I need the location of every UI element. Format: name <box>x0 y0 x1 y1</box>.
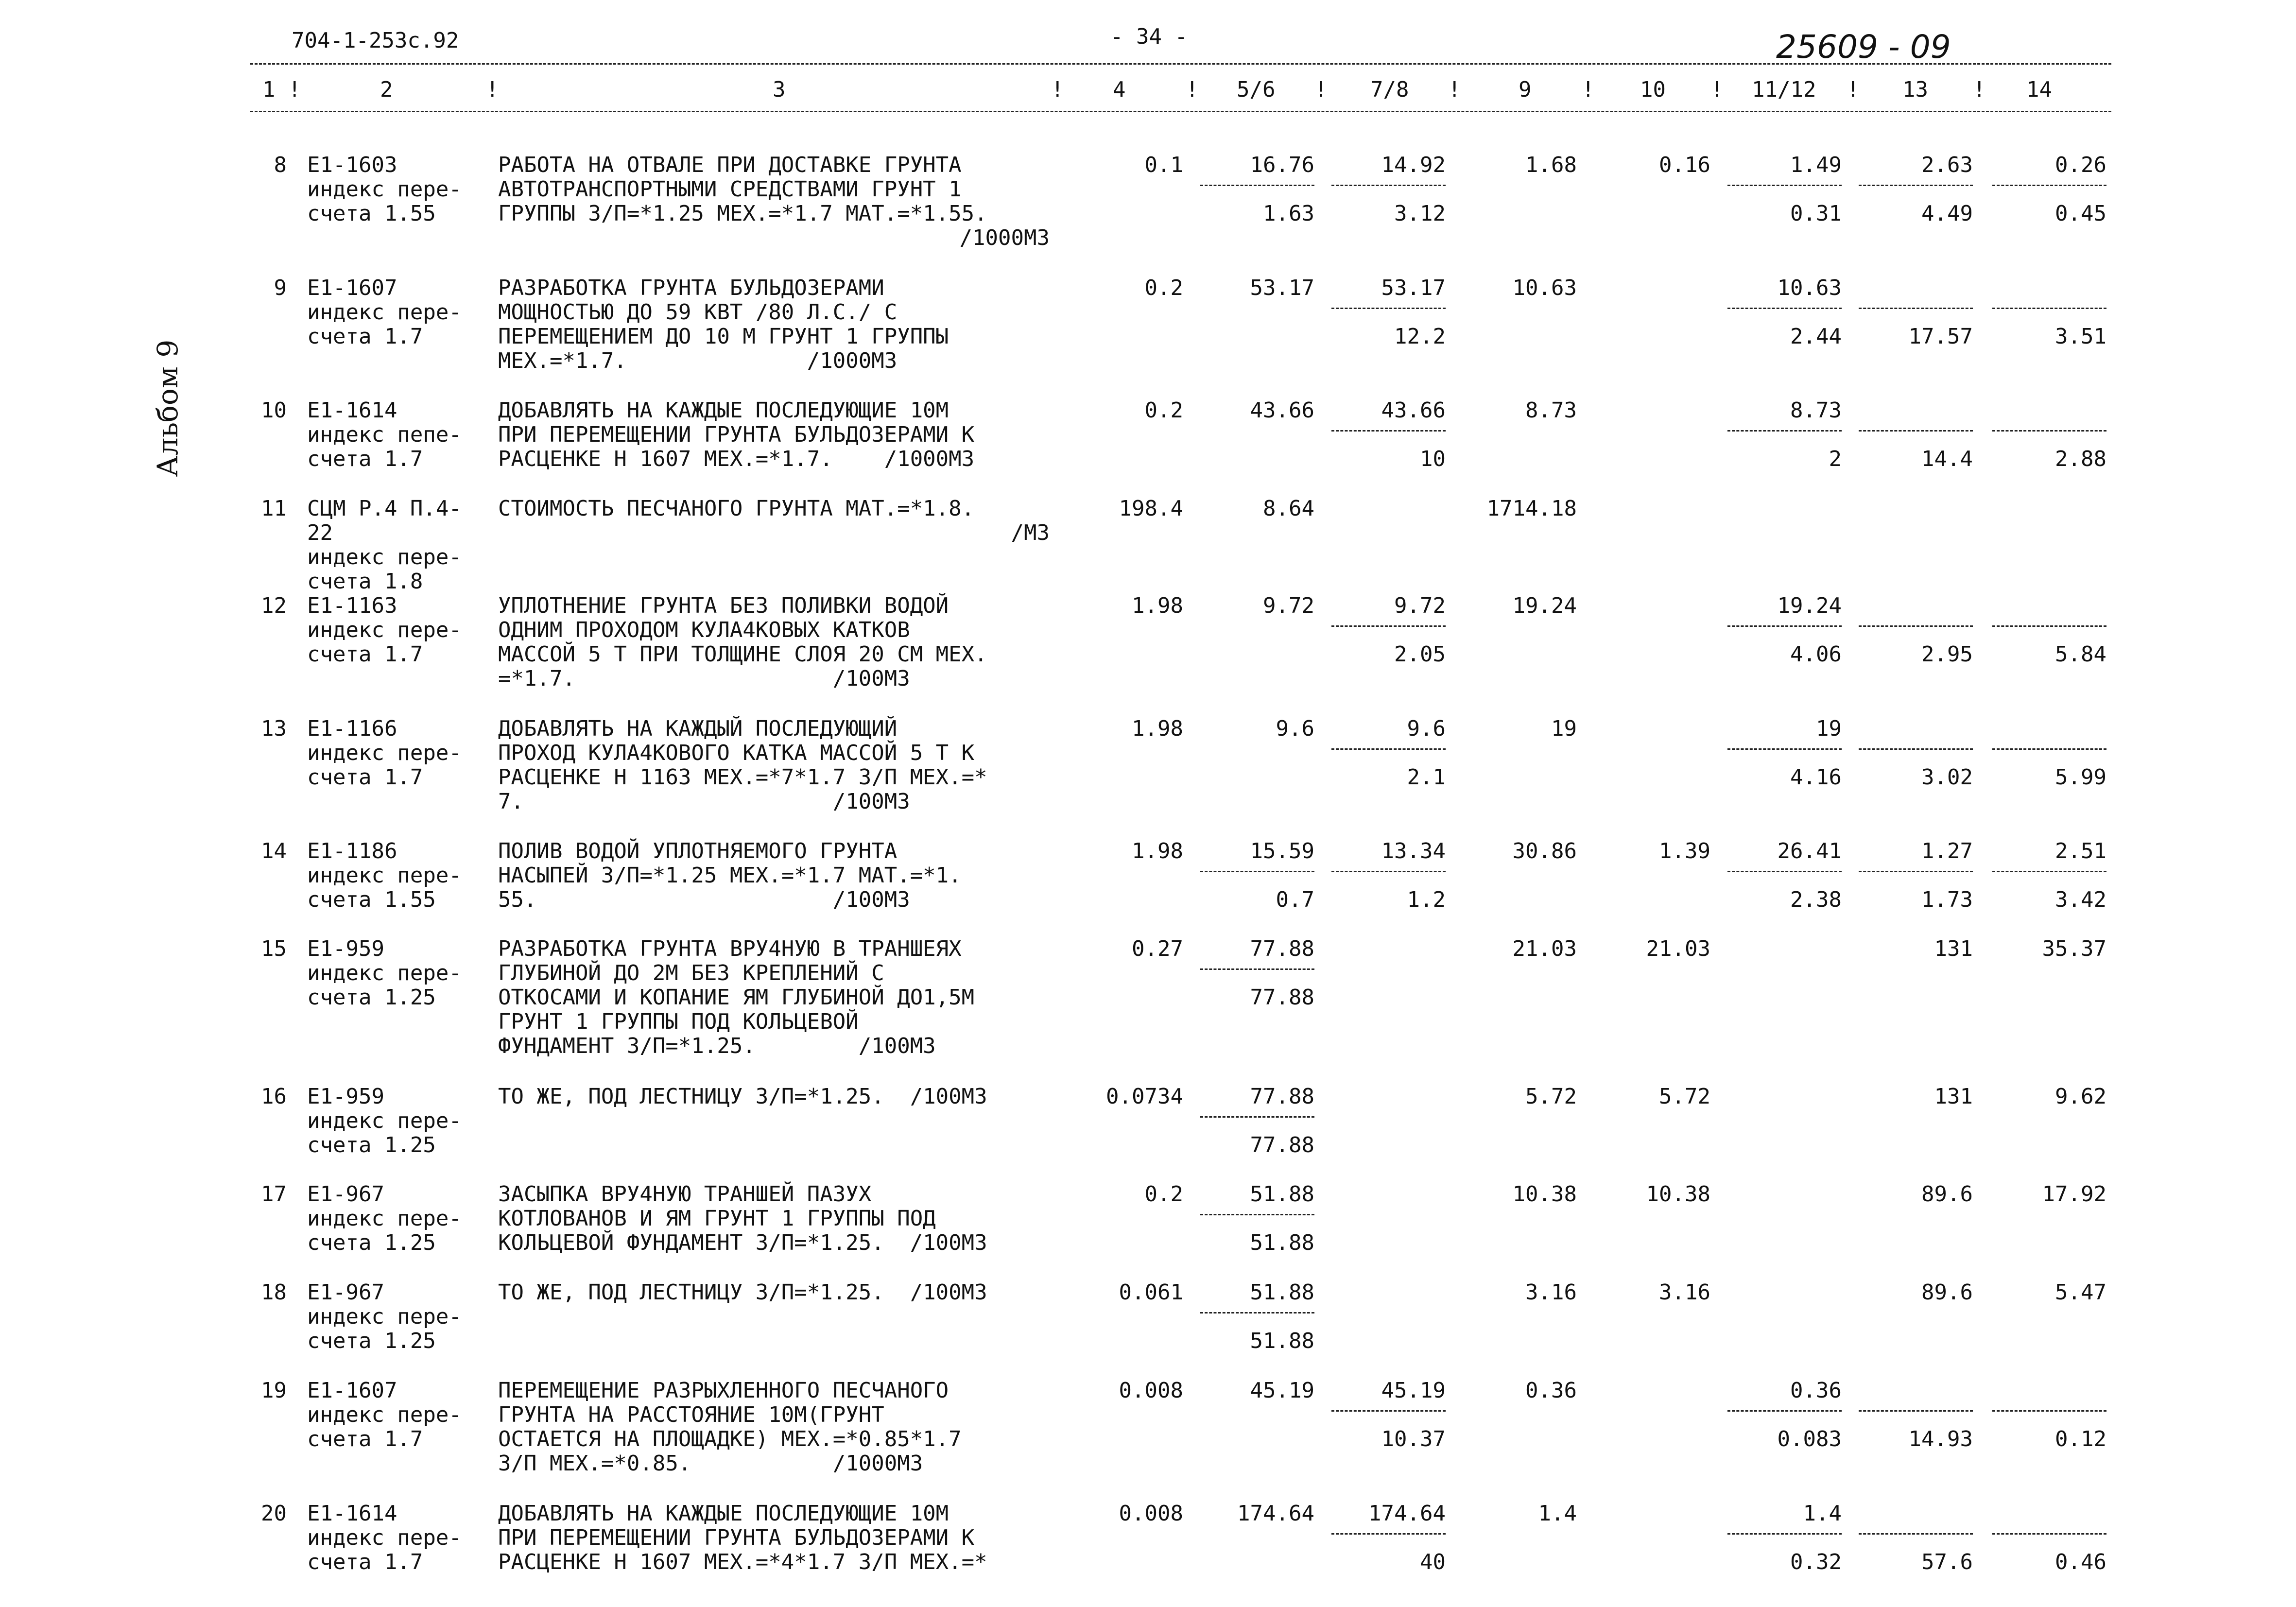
work-description: 7. /100М3 <box>498 789 910 814</box>
rate-code: индекс пере- <box>307 300 462 325</box>
labour-total: 35.37 <box>2042 936 2106 961</box>
row-number: 11 <box>261 496 287 521</box>
total-machines: 0.36 <box>1790 1378 1842 1403</box>
subtotal-rule <box>1331 748 1446 750</box>
total-cost: 19 <box>1551 716 1577 741</box>
rate-code: индекс пере- <box>307 741 462 765</box>
cost-machines: 174.64 <box>1368 1501 1446 1526</box>
labour-norm-operators: 14.93 <box>1908 1427 1973 1451</box>
work-description: ГЛУБИНОЙ ДО 2М БЕЗ КРЕПЛЕНИЙ С <box>498 961 884 985</box>
work-description: УПЛОТНЕНИЕ ГРУНТА БЕЗ ПОЛИВКИ ВОДОЙ <box>498 593 949 618</box>
total-wages: 3.16 <box>1659 1280 1710 1305</box>
rate-code: Е1-1603 <box>307 153 397 177</box>
work-description: АВТОТРАНСПОРТНЫМИ СРЕДСТВАМИ ГРУНТ 1 <box>498 177 962 202</box>
subtotal-rule <box>1992 1410 2106 1412</box>
subtotal-rule <box>1727 748 1842 750</box>
total-cost: 8.73 <box>1525 398 1577 423</box>
work-description: ГРУНТА НА РАССТОЯНИЕ 10М(ГРУНТ <box>498 1402 884 1427</box>
row-number: 17 <box>261 1182 287 1207</box>
work-description: ОСТАЕТСЯ НА ПЛОЩАДКЕ) МЕХ.=*0.85*1.7 <box>498 1427 962 1451</box>
labour-norm-operators: 2.95 <box>1921 642 1973 667</box>
row-number: 10 <box>261 398 287 423</box>
labour-total: 2.51 <box>2055 839 2106 864</box>
rate-code: счета 1.55 <box>307 887 436 912</box>
cost-wages: 1.63 <box>1263 201 1314 226</box>
column-header: ! <box>1582 77 1595 102</box>
subtotal-rule <box>1200 1116 1314 1118</box>
total-machines: 1.49 <box>1790 153 1842 177</box>
subtotal-rule <box>1727 871 1842 872</box>
cost-total: 16.76 <box>1250 153 1314 177</box>
work-description: РАСЦЕНКЕ Н 1163 МЕХ.=*7*1.7 З/П МЕХ.=* <box>498 765 987 790</box>
work-description: ТО ЖЕ, ПОД ЛЕСТНИЦУ З/П=*1.25. /100М3 <box>498 1280 987 1305</box>
subtotal-rule <box>1992 1533 2106 1535</box>
subtotal-rule <box>1992 308 2106 309</box>
work-description: ЗАСЫПКА ВРУ4НУЮ ТРАНШЕЙ ПАЗУХ <box>498 1182 872 1207</box>
row-number: 15 <box>261 936 287 961</box>
work-description: З/П МЕХ.=*0.85. /1000М3 <box>498 1451 923 1476</box>
total-cost: 1714.18 <box>1486 496 1577 521</box>
rate-code: счета 1.7 <box>307 324 423 349</box>
cost-machines: 45.19 <box>1381 1378 1446 1403</box>
column-header: 9 <box>1519 77 1532 102</box>
work-description: =*1.7. /100М3 <box>498 666 910 691</box>
work-description: МОЩНОСТЬЮ ДО 59 КВТ /80 Л.С./ С <box>498 300 898 325</box>
rate-code: индекс пере- <box>307 1304 462 1329</box>
cost-wages: 77.88 <box>1250 985 1314 1010</box>
subtotal-rule <box>1859 308 1973 309</box>
quantity: 1.98 <box>1132 716 1183 741</box>
unit: /1000М3 <box>959 225 1050 250</box>
subtotal-rule <box>1331 185 1446 186</box>
rate-code: счета 1.7 <box>307 765 423 790</box>
quantity: 0.2 <box>1144 1182 1183 1207</box>
labour-norm: 89.6 <box>1921 1182 1973 1207</box>
unit: /М3 <box>1011 520 1050 545</box>
subtotal-rule <box>1859 748 1973 750</box>
column-header: 4 <box>1113 77 1126 102</box>
rate-code: Е1-967 <box>307 1182 384 1207</box>
labour-total-operators: 3.42 <box>2055 887 2106 912</box>
rate-code: счета 1.25 <box>307 985 436 1010</box>
labour-total: 9.62 <box>2055 1084 2106 1109</box>
labour-total-operators: 3.51 <box>2055 324 2106 349</box>
quantity: 0.1 <box>1144 153 1183 177</box>
work-description: КОЛЬЦЕВОЙ ФУНДАМЕНТ З/П=*1.25. /100М3 <box>498 1230 987 1255</box>
cost-operator-wages: 2.1 <box>1407 765 1446 790</box>
cost-total: 174.64 <box>1237 1501 1314 1526</box>
labour-norm-operators: 57.6 <box>1921 1550 1973 1574</box>
rate-code: индекс пере- <box>307 863 462 888</box>
cost-operator-wages: 12.2 <box>1394 324 1446 349</box>
work-description: ОДНИМ ПРОХОДОМ КУЛА4КОВЫХ КАТКОВ <box>498 618 910 642</box>
cost-operator-wages: 2.05 <box>1394 642 1446 667</box>
work-description: ГРУППЫ З/П=*1.25 МЕХ.=*1.7 МАТ.=*1.55. <box>498 201 987 226</box>
row-number: 16 <box>261 1084 287 1109</box>
row-number: 12 <box>261 593 287 618</box>
work-description: РАСЦЕНКЕ Н 1607 МЕХ.=*4*1.7 З/П МЕХ.=* <box>498 1550 987 1574</box>
subtotal-rule <box>1331 430 1446 432</box>
subtotal-rule <box>1331 625 1446 627</box>
work-description: ГРУНТ 1 ГРУППЫ ПОД КОЛЬЦЕВОЙ <box>498 1009 859 1034</box>
total-wages: 0.16 <box>1659 153 1710 177</box>
column-header: ! <box>1847 77 1860 102</box>
labour-norm: 89.6 <box>1921 1280 1973 1305</box>
column-header: ! <box>1314 77 1328 102</box>
subtotal-rule <box>1727 625 1842 627</box>
total-machines: 8.73 <box>1790 398 1842 423</box>
subtotal-rule <box>1992 185 2106 186</box>
work-description: 55. /100М3 <box>498 887 910 912</box>
work-description: МАССОЙ 5 Т ПРИ ТОЛЩИНЕ СЛОЯ 20 СМ МЕХ. <box>498 642 987 667</box>
work-description: ПРИ ПЕРЕМЕЩЕНИИ ГРУНТА БУЛЬДОЗЕРАМИ К <box>498 422 975 447</box>
rate-code: счета 1.25 <box>307 1133 436 1158</box>
rate-code: Е1-1186 <box>307 839 397 864</box>
rate-code: счета 1.7 <box>307 447 423 471</box>
rate-code: индекс пере- <box>307 545 462 570</box>
work-description: ДОБАВЛЯТЬ НА КАЖДЫЕ ПОСЛЕДУЮЩИЕ 10М <box>498 1501 949 1526</box>
column-header: 1 ! <box>262 77 301 102</box>
rate-code: Е1-1163 <box>307 593 397 618</box>
total-operator-wages: 2 <box>1829 447 1842 471</box>
work-description: ТО ЖЕ, ПОД ЛЕСТНИЦУ З/П=*1.25. /100М3 <box>498 1084 987 1109</box>
work-description: НАСЫПЕЙ З/П=*1.25 МЕХ.=*1.7 МАТ.=*1. <box>498 863 962 888</box>
labour-total: 5.47 <box>2055 1280 2106 1305</box>
header-rule-top <box>250 63 2111 65</box>
labour-total: 0.26 <box>2055 153 2106 177</box>
subtotal-rule <box>1200 871 1314 872</box>
total-wages: 10.38 <box>1646 1182 1710 1207</box>
total-cost: 30.86 <box>1512 839 1577 864</box>
cost-total: 9.72 <box>1263 593 1314 618</box>
rate-code: Е1-1166 <box>307 716 397 741</box>
subtotal-rule <box>1200 185 1314 186</box>
work-description: ФУНДАМЕНТ З/П=*1.25. /100М3 <box>498 1034 936 1058</box>
total-operator-wages: 0.32 <box>1790 1550 1842 1574</box>
column-header: 13 <box>1902 77 1928 102</box>
cost-total: 51.88 <box>1250 1182 1314 1207</box>
column-header: 11/12 <box>1752 77 1816 102</box>
labour-norm-operators: 4.49 <box>1921 201 1973 226</box>
work-description: ПРОХОД КУЛА4КОВОГО КАТКА МАССОЙ 5 Т К <box>498 741 975 765</box>
subtotal-rule <box>1331 1410 1446 1412</box>
labour-norm-operators: 3.02 <box>1921 765 1973 790</box>
quantity: 198.4 <box>1119 496 1183 521</box>
subtotal-rule <box>1992 748 2106 750</box>
labour-total-operators: 0.45 <box>2055 201 2106 226</box>
total-machines: 19.24 <box>1777 593 1842 618</box>
cost-operator-wages: 10 <box>1420 447 1446 471</box>
subtotal-rule <box>1727 185 1842 186</box>
labour-norm: 2.63 <box>1921 153 1973 177</box>
rate-code: счета 1.7 <box>307 642 423 667</box>
row-number: 20 <box>261 1501 287 1526</box>
subtotal-rule <box>1859 1410 1973 1412</box>
total-operator-wages: 4.06 <box>1790 642 1842 667</box>
cost-total: 77.88 <box>1250 1084 1314 1109</box>
cost-machines: 9.72 <box>1394 593 1446 618</box>
labour-total-operators: 5.84 <box>2055 642 2106 667</box>
subtotal-rule <box>1331 308 1446 309</box>
work-description: ПЕРЕМЕЩЕНИЕ РАЗРЫХЛЕННОГО ПЕСЧАНОГО <box>498 1378 949 1403</box>
cost-operator-wages: 1.2 <box>1407 887 1446 912</box>
quantity: 0.2 <box>1144 398 1183 423</box>
subtotal-rule <box>1859 871 1973 872</box>
work-description: ПОЛИВ ВОДОЙ УПЛОТНЯЕМОГО ГРУНТА <box>498 839 898 864</box>
row-number: 9 <box>274 276 287 300</box>
cost-machines: 14.92 <box>1381 153 1446 177</box>
total-wages: 5.72 <box>1659 1084 1710 1109</box>
column-header: 14 <box>2026 77 2052 102</box>
total-operator-wages: 4.16 <box>1790 765 1842 790</box>
total-machines: 26.41 <box>1777 839 1842 864</box>
column-header: 7/8 <box>1370 77 1409 102</box>
work-description: ДОБАВЛЯТЬ НА КАЖДЫЕ ПОСЛЕДУЮЩИЕ 10М <box>498 398 949 423</box>
subtotal-rule <box>1992 430 2106 432</box>
cost-operator-wages: 40 <box>1420 1550 1446 1574</box>
labour-total-operators: 0.12 <box>2055 1427 2106 1451</box>
rate-code: индекс пере- <box>307 1525 462 1550</box>
subtotal-rule <box>1992 871 2106 872</box>
rate-code: Е1-959 <box>307 1084 384 1109</box>
rate-code: счета 1.7 <box>307 1427 423 1451</box>
total-cost: 21.03 <box>1512 936 1577 961</box>
rate-code: индекс пепе- <box>307 422 462 447</box>
total-cost: 1.4 <box>1538 1501 1577 1526</box>
subtotal-rule <box>1727 1410 1842 1412</box>
album-label: Альбом 9 <box>151 339 184 477</box>
total-wages: 21.03 <box>1646 936 1710 961</box>
labour-norm-operators: 1.73 <box>1921 887 1973 912</box>
subtotal-rule <box>1331 1533 1446 1535</box>
column-header: 10 <box>1640 77 1666 102</box>
work-description: ПЕРЕМЕЩЕНИЕМ ДО 10 М ГРУНТ 1 ГРУППЫ <box>498 324 949 349</box>
total-cost: 0.36 <box>1525 1378 1577 1403</box>
total-cost: 1.68 <box>1525 153 1577 177</box>
rate-code: Е1-1614 <box>307 398 397 423</box>
column-header: ! <box>1186 77 1199 102</box>
column-header: ! <box>1051 77 1064 102</box>
cost-total: 45.19 <box>1250 1378 1314 1403</box>
total-operator-wages: 0.31 <box>1790 201 1842 226</box>
cost-machines: 43.66 <box>1381 398 1446 423</box>
quantity: 1.98 <box>1132 593 1183 618</box>
cost-wages: 0.7 <box>1276 887 1314 912</box>
total-cost: 3.16 <box>1525 1280 1577 1305</box>
labour-norm: 131 <box>1934 936 1973 961</box>
subtotal-rule <box>1859 430 1973 432</box>
column-header: 3 <box>773 77 786 102</box>
work-description: МЕХ.=*1.7. /1000М3 <box>498 348 898 373</box>
quantity: 1.98 <box>1132 839 1183 864</box>
quantity: 0.2 <box>1144 276 1183 300</box>
work-description: КОТЛОВАНОВ И ЯМ ГРУНТ 1 ГРУППЫ ПОД <box>498 1206 936 1231</box>
rate-code: Е1-1607 <box>307 276 397 300</box>
total-machines: 19 <box>1816 716 1842 741</box>
rate-code: счета 1.25 <box>307 1329 436 1353</box>
labour-total: 17.92 <box>2042 1182 2106 1207</box>
subtotal-rule <box>1331 871 1446 872</box>
rate-code: счета 1.7 <box>307 1550 423 1574</box>
cost-operator-wages: 10.37 <box>1381 1427 1446 1451</box>
subtotal-rule <box>1992 625 2106 627</box>
work-description: ОТКОСАМИ И КОПАНИЕ ЯМ ГЛУБИНОЙ ДО1,5М <box>498 985 975 1010</box>
work-description: ПРИ ПЕРЕМЕЩЕНИИ ГРУНТА БУЛЬДОЗЕРАМИ К <box>498 1525 975 1550</box>
total-operator-wages: 2.44 <box>1790 324 1842 349</box>
sheet-number: 25609 - 09 <box>1776 28 1951 66</box>
cost-machines: 9.6 <box>1407 716 1446 741</box>
cost-wages: 77.88 <box>1250 1133 1314 1158</box>
work-description: СТОИМОСТЬ ПЕСЧАНОГО ГРУНТА МАТ.=*1.8. <box>498 496 975 521</box>
rate-code: Е1-1607 <box>307 1378 397 1403</box>
quantity: 0.27 <box>1132 936 1183 961</box>
labour-norm-operators: 14.4 <box>1921 447 1973 471</box>
row-number: 18 <box>261 1280 287 1305</box>
total-wages: 1.39 <box>1659 839 1710 864</box>
labour-total-operators: 5.99 <box>2055 765 2106 790</box>
cost-total: 8.64 <box>1263 496 1314 521</box>
cost-total: 9.6 <box>1276 716 1314 741</box>
total-machines: 10.63 <box>1777 276 1842 300</box>
column-header: ! <box>1448 77 1461 102</box>
quantity: 0.0734 <box>1106 1084 1183 1109</box>
subtotal-rule <box>1859 185 1973 186</box>
rate-code: Е1-959 <box>307 936 384 961</box>
cost-total: 43.66 <box>1250 398 1314 423</box>
cost-total: 51.88 <box>1250 1280 1314 1305</box>
subtotal-rule <box>1859 625 1973 627</box>
work-description: РАЗРАБОТКА ГРУНТА БУЛЬДОЗЕРАМИ <box>498 276 884 300</box>
subtotal-rule <box>1727 308 1842 309</box>
cost-operator-wages: 3.12 <box>1394 201 1446 226</box>
row-number: 19 <box>261 1378 287 1403</box>
subtotal-rule <box>1200 968 1314 970</box>
cost-machines: 13.34 <box>1381 839 1446 864</box>
total-cost: 10.38 <box>1512 1182 1577 1207</box>
labour-norm: 131 <box>1934 1084 1973 1109</box>
labour-norm-operators: 17.57 <box>1908 324 1973 349</box>
rate-code: индекс пере- <box>307 177 462 202</box>
rate-code: счета 1.25 <box>307 1230 436 1255</box>
labour-total-operators: 0.46 <box>2055 1550 2106 1574</box>
rate-code: 22 <box>307 520 333 545</box>
rate-code: индекс пере- <box>307 618 462 642</box>
cost-total: 53.17 <box>1250 276 1314 300</box>
cost-total: 77.88 <box>1250 936 1314 961</box>
quantity: 0.008 <box>1119 1501 1183 1526</box>
row-number: 8 <box>274 153 287 177</box>
subtotal-rule <box>1200 1214 1314 1215</box>
rate-code: индекс пере- <box>307 1402 462 1427</box>
column-header: ! <box>1973 77 1986 102</box>
total-machines: 1.4 <box>1803 1501 1842 1526</box>
work-description: ДОБАВЛЯТЬ НА КАЖДЫЙ ПОСЛЕДУЮЩИЙ <box>498 716 898 741</box>
document-code: 704-1-253с.92 <box>292 28 459 53</box>
column-header: 5/6 <box>1237 77 1276 102</box>
cost-wages: 51.88 <box>1250 1329 1314 1353</box>
cost-machines: 53.17 <box>1381 276 1446 300</box>
quantity: 0.008 <box>1119 1378 1183 1403</box>
row-number: 14 <box>261 839 287 864</box>
rate-code: индекс пере- <box>307 1206 462 1231</box>
work-description: РАСЦЕНКЕ Н 1607 МЕХ.=*1.7. /1000М3 <box>498 447 975 471</box>
subtotal-rule <box>1859 1533 1973 1535</box>
cost-total: 15.59 <box>1250 839 1314 864</box>
rate-code: счета 1.8 <box>307 569 423 594</box>
cost-wages: 51.88 <box>1250 1230 1314 1255</box>
header-rule-bottom <box>250 111 2111 112</box>
row-number: 13 <box>261 716 287 741</box>
total-cost: 19.24 <box>1512 593 1577 618</box>
column-header: 2 <box>380 77 393 102</box>
column-header: ! <box>486 77 499 102</box>
column-header: ! <box>1710 77 1724 102</box>
rate-code: Е1-1614 <box>307 1501 397 1526</box>
rate-code: счета 1.55 <box>307 201 436 226</box>
work-description: РАЗРАБОТКА ГРУНТА ВРУ4НУЮ В ТРАНШЕЯХ <box>498 936 962 961</box>
quantity: 0.061 <box>1119 1280 1183 1305</box>
total-operator-wages: 2.38 <box>1790 887 1842 912</box>
total-cost: 10.63 <box>1512 276 1577 300</box>
labour-norm: 1.27 <box>1921 839 1973 864</box>
rate-code: индекс пере- <box>307 961 462 985</box>
subtotal-rule <box>1200 1312 1314 1313</box>
subtotal-rule <box>1727 430 1842 432</box>
subtotal-rule <box>1727 1533 1842 1535</box>
total-operator-wages: 0.083 <box>1777 1427 1842 1451</box>
rate-code: СЦМ Р.4 П.4- <box>307 496 462 521</box>
rate-code: индекс пере- <box>307 1108 462 1133</box>
page-number: - 34 - <box>1110 24 1188 49</box>
labour-total-operators: 2.88 <box>2055 447 2106 471</box>
total-cost: 5.72 <box>1525 1084 1577 1109</box>
work-description: РАБОТА НА ОТВАЛЕ ПРИ ДОСТАВКЕ ГРУНТА <box>498 153 962 177</box>
rate-code: Е1-967 <box>307 1280 384 1305</box>
